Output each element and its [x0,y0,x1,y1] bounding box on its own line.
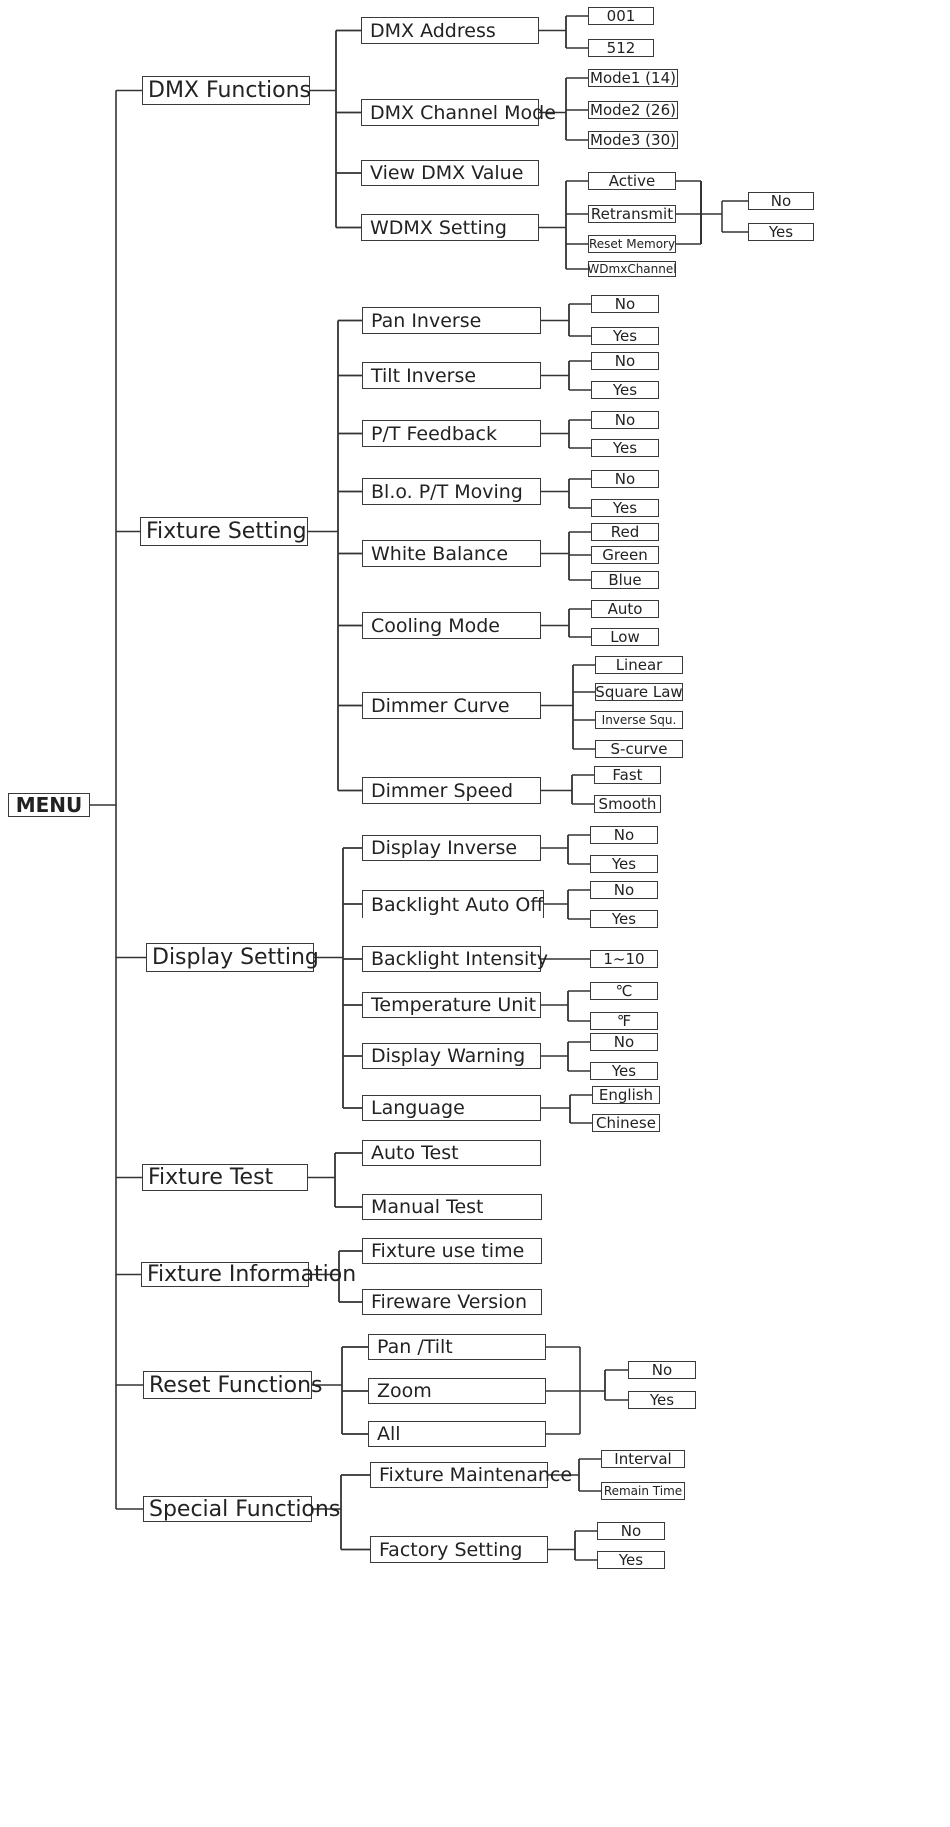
menu-item-level2: Display Warning [362,1043,541,1069]
menu-item-level2: P/T Feedback [362,420,541,447]
menu-option: No [590,1033,658,1051]
menu-option: 001 [588,7,654,25]
menu-option: No [590,826,658,844]
menu-item-level2: DMX Channel Mode [361,99,539,126]
menu-option: Green [591,546,659,564]
menu-option: Yes [597,1551,665,1569]
menu-item-level2: View DMX Value [361,160,539,186]
menu-item-level2: Fireware Version [362,1289,542,1315]
menu-option: Yes [591,327,659,345]
menu-option: Mode3 (30) [588,131,678,149]
menu-option: No [748,192,814,210]
menu-item-level2: All [368,1421,546,1447]
menu-option: Yes [628,1391,696,1409]
menu-item-level2: Dimmer Curve [362,692,541,719]
menu-item-level2: DMX Address [361,17,539,44]
menu-option: Square Law [595,683,683,701]
menu-item-level1: Display Setting [146,943,314,972]
menu-option: S-curve [595,740,683,758]
menu-option: Mode2 (26) [588,101,678,119]
menu-option: 512 [588,39,654,57]
menu-item-level1: Fixture Information [141,1262,309,1287]
menu-option: English [592,1086,660,1104]
menu-option: Yes [591,381,659,399]
menu-option: Linear [595,656,683,674]
menu-option: No [591,470,659,488]
menu-option: ℉ [590,1012,658,1030]
menu-option: No [591,411,659,429]
menu-item-level1: DMX Functions [142,76,310,105]
menu-item-level2: Language [362,1095,541,1121]
menu-option: No [591,295,659,313]
menu-item-level2: Display Inverse [362,835,541,861]
menu-option: Yes [591,439,659,457]
menu-option: Red [591,523,659,541]
menu-item-level2: Manual Test [362,1194,542,1220]
menu-option: Yes [590,855,658,873]
menu-item-level2: WDMX Setting [361,214,539,241]
menu-option: Chinese [592,1114,660,1132]
menu-item-level2: Bl.o. P/T Moving [362,478,541,505]
menu-option: 1~10 [590,950,658,968]
menu-option: ℃ [590,982,658,1000]
menu-option: WDmxChannel [587,262,677,276]
menu-item-level2: Pan /Tilt [368,1334,546,1360]
menu-item-level2: Temperature Unit [362,992,541,1018]
menu-option: Retransmit [588,205,676,223]
menu-item-level2: Zoom [368,1378,546,1404]
menu-option: Yes [748,223,814,241]
menu-item-level1: Reset Functions [143,1371,312,1399]
menu-option: Yes [590,910,658,928]
menu-item-level2: Backlight Intensity [362,946,541,972]
menu-item-level2: Pan Inverse [362,307,541,334]
menu-option: Inverse Squ. [595,711,683,729]
menu-option: Reset Memory [588,237,676,251]
menu-option: No [591,352,659,370]
menu-option: Active [588,172,676,190]
menu-item-level1: Special Functions [143,1496,312,1522]
menu-option: Auto [591,600,659,618]
menu-option: Interval [601,1450,685,1468]
menu-option: Blue [591,571,659,589]
menu-item-level2: Backlight Auto Off [362,890,544,918]
menu-item-level2: Fixture Maintenance [370,1462,548,1488]
menu-item-level2: Dimmer Speed [362,777,541,804]
menu-item-level2: White Balance [362,540,541,567]
menu-option: Yes [590,1062,658,1080]
menu-item-level1: Fixture Setting [140,517,308,546]
menu-item-level1: Fixture Test [142,1164,308,1191]
menu-option: Yes [591,499,659,517]
menu-option: Smooth [594,795,661,813]
menu-item-level2: Auto Test [362,1140,541,1166]
menu-option: Low [591,628,659,646]
menu-option: No [597,1522,665,1540]
menu-option: No [628,1361,696,1379]
menu-option: No [590,881,658,899]
menu-item-level2: Fixture use time [362,1238,542,1264]
menu-item-level2: Tilt Inverse [362,362,541,389]
menu-option: Mode1 (14) [588,69,678,87]
menu-option: Remain Time [601,1482,685,1500]
menu-root: MENU [8,793,90,817]
menu-option: Fast [594,766,661,784]
menu-item-level2: Cooling Mode [362,612,541,639]
menu-item-level2: Factory Setting [370,1536,548,1563]
